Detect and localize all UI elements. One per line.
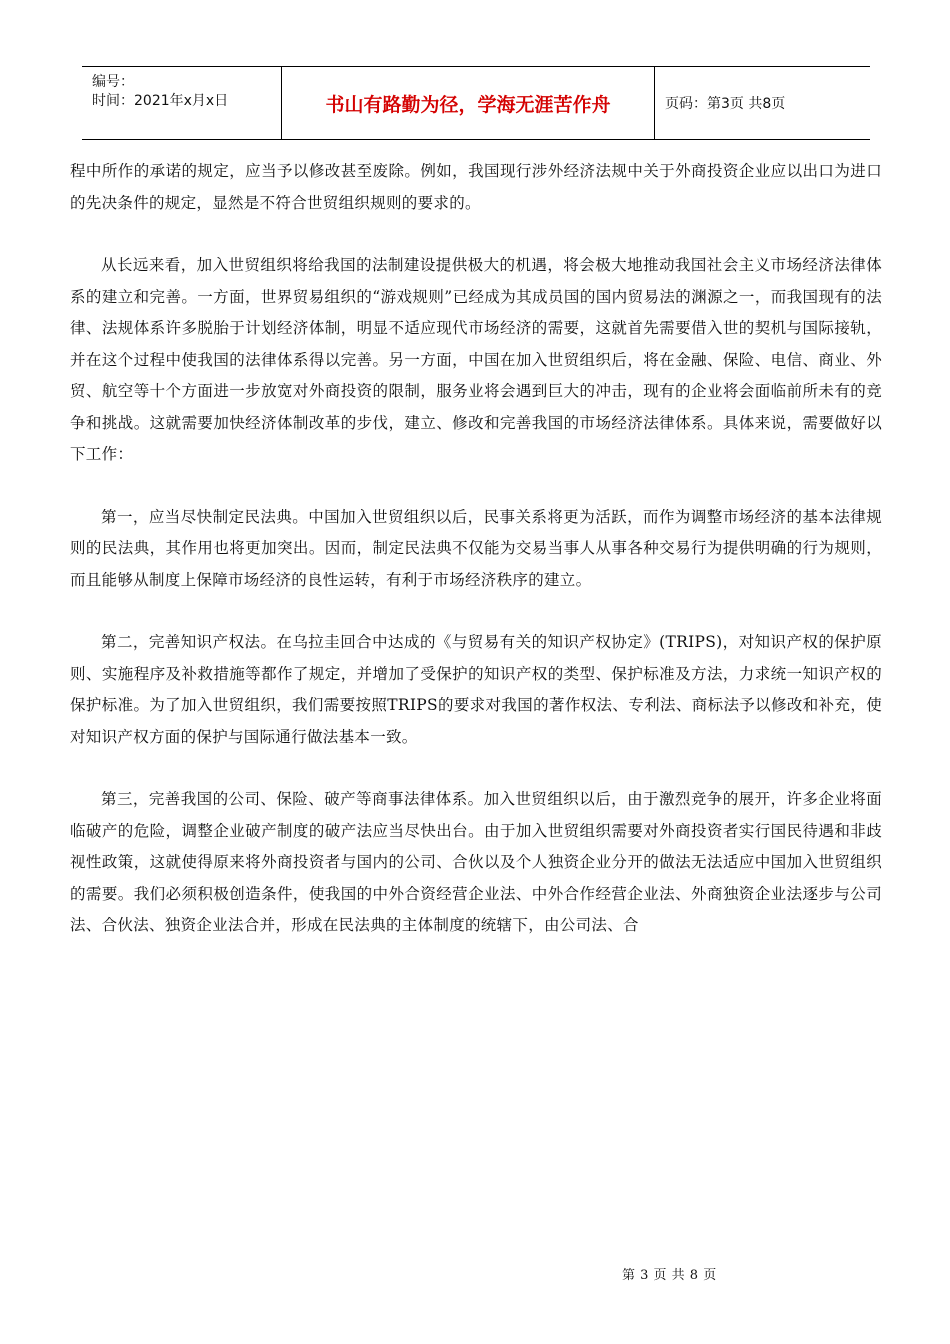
page-header	[82, 66, 870, 140]
header-page-info: 页码：第3页 共8页	[665, 96, 786, 112]
page-footer: 第 3 页 共 8 页	[622, 1268, 717, 1283]
header-motto: 书山有路勤为径，学海无涯苦作舟	[325, 93, 611, 116]
header-left-cell	[82, 67, 282, 139]
paragraph-third: 第三，完善我国的公司、保险、破产等商事法律体系。加入世贸组织以后，由于激烈竞争的展开，许多企业将面临破产的危险，调整企业破产制度的破产法应当尽快出台。由于加入世贸组织需要对外商投资者实行国民待遇和非歧视性政策，这就使得原来将外商投资者与国内的公司、合伙以及个人独资企业分开的做法无法适应中国加入世贸组织的需要。我们必须积极创造条件，使我国的中外合资经营企业法、中外合作经营企业法、外商独资企业法逐步与公司法、合伙法、独资企业法合并，形成在民法典的主体制度的统辖下，由公司法、合	[70, 790, 882, 934]
paragraph-long-term: 从长远来看，加入世贸组织将给我国的法制建设提供极大的机遇，将会极大地推动我国社会主义市场经济法律体系的建立和完善。一方面，世界贸易组织的“游戏规则”已经成为其成员国的国内贸易法的渊源之一，而我国现有的法律、法规体系许多脱胎于计划经济体制，明显不适应现代市场经济的需要，这就首先需要借入世的契机与国际接轨，并在这个过程中使我国的法律体系得以完善。另一方面，中国在加入世贸组织后，将在金融、保险、电信、商业、外贸、航空等十个方面进一步放宽对外商投资的限制，服务业将会遇到巨大的冲击，现有的企业将会面临前所未有的竞争和挑战。这就需要加快经济体制改革的步伐，建立、修改和完善我国的市场经济法律体系。具体来说，需要做好以下工作：	[70, 256, 882, 463]
doc-number-label: 编号：	[92, 74, 134, 90]
paragraph-continued: 程中所作的承诺的规定，应当予以修改甚至废除。例如，我国现行涉外经济法规中关于外商投资企业应以出口为进口的先决条件的规定，显然是不符合世贸组织规则的要求的。	[70, 162, 882, 212]
header-motto-cell	[282, 67, 655, 139]
paragraph-first: 第一，应当尽快制定民法典。中国加入世贸组织以后，民事关系将更为活跃，而作为调整市场经济的基本法律规则的民法典，其作用也将更加突出。因而，制定民法典不仅能为交易当事人从事各种交易行为提供明确的行为规则，而且能够从制度上保障市场经济的良性运转，有利于市场经济秩序的建立。	[70, 507, 882, 589]
document-body	[70, 156, 882, 942]
doc-date: 时间：2021年x月x日	[92, 93, 229, 109]
paragraph-second: 第二，完善知识产权法。在乌拉圭回合中达成的《与贸易有关的知识产权协定》(TRIPS)，对知识产权的保护原则、实施程序及补救措施等都作了规定，并增加了受保护的知识产权的类型、保护标准及方法，力求统一知识产权的保护标准。为了加入世贸组织，我们需要按照TRIPS的要求对我国的著作权法、专利法、商标法予以修改和补充，使对知识产权方面的保护与国际通行做法基本一致。	[70, 633, 882, 746]
header-right-cell	[655, 67, 870, 139]
